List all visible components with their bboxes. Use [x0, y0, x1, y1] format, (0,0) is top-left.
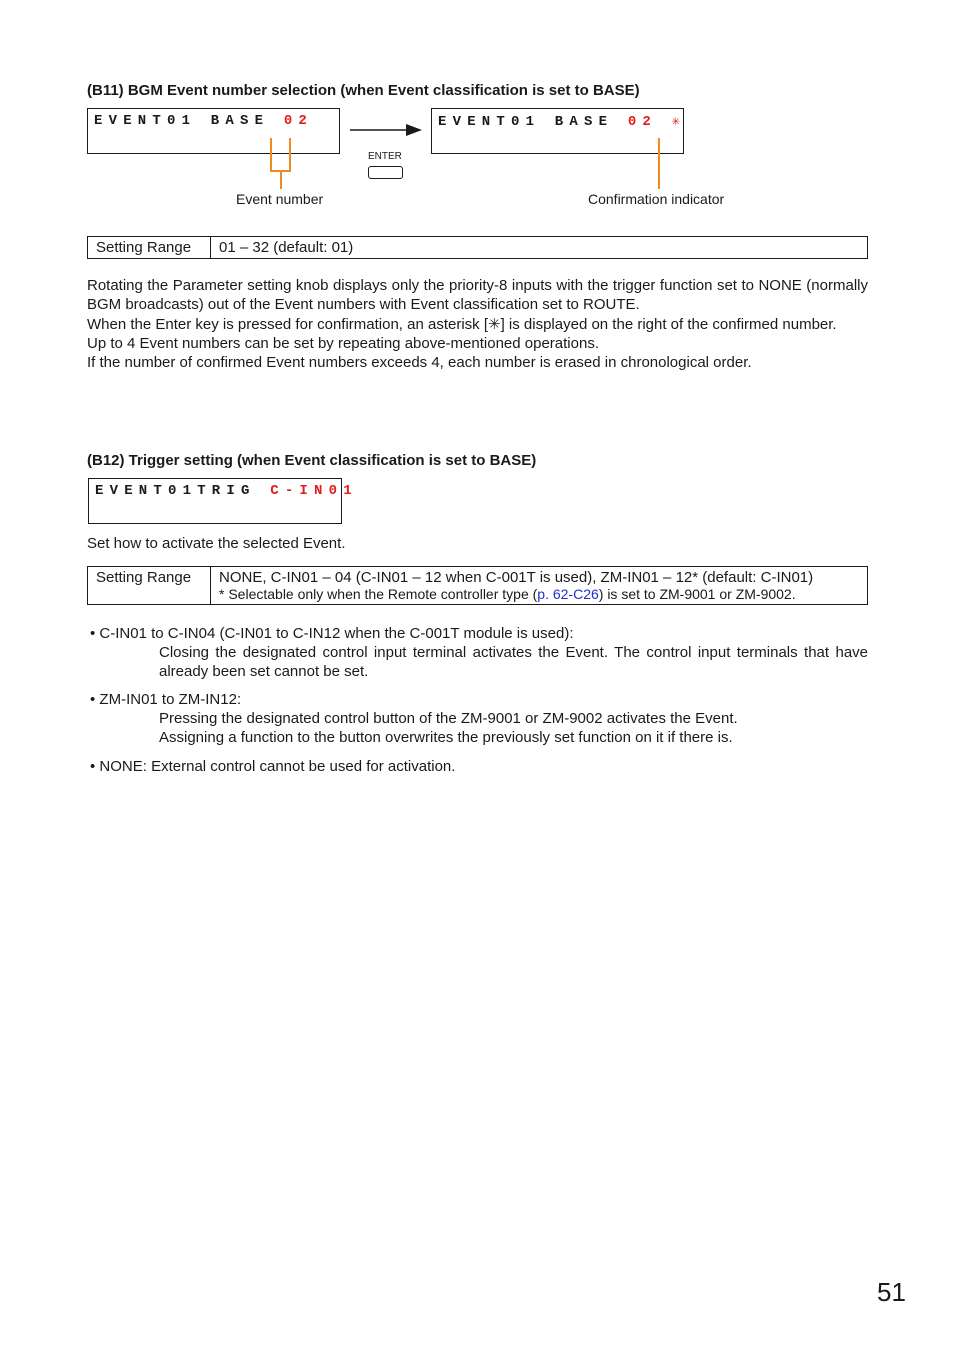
bullet-text: Closing the designated control input terminal activates the Event. The control input terminals that have already been set cannot be set.: [159, 644, 868, 681]
range-note: [219, 586, 859, 602]
b12-heading: (B12) Trigger setting (when Event classification is set to BASE): [87, 452, 537, 469]
paragraph: Rotating the Parameter setting knob displays only the priority-8 inputs with the trigger function set to NONE (normally BGM broadcasts) out of the Event numbers with Event classification set to ROUTE.: [87, 277, 868, 314]
bullet-title: • C-IN01 to C-IN04 (C-IN01 to C-IN12 when the C-001T module is used):: [90, 625, 574, 642]
lcd-trigger-value: C-IN01: [270, 483, 358, 499]
paragraph: When the Enter key is pressed for confirmation, an asterisk [✳] is displayed on the right of the confirmed number.: [87, 315, 837, 333]
note-text: * Selectable only when the Remote controller type (: [219, 586, 538, 602]
lcd-event-number: 02: [283, 113, 314, 129]
b11-setting-range-table: [87, 236, 868, 259]
lcd-text: EVENT01 BASE: [94, 113, 284, 129]
note-text: ) is set to ZM-9001 or ZM-9002.: [598, 586, 796, 602]
range-value: NONE, C-IN01 – 04 (C-IN01 – 12 when C-001T is used), ZM-IN01 – 12* (default: C-IN01): [219, 569, 814, 586]
lcd-display-trigger: [88, 478, 358, 524]
bullet-title: • NONE: External control cannot be used for activation.: [90, 758, 456, 775]
paragraph: If the number of confirmed Event numbers exceeds 4, each number is erased in chronological order.: [87, 354, 752, 372]
page-number: 51: [877, 1277, 906, 1307]
bullet-text: Assigning a function to the button overwrites the previously set function on it if there is.: [159, 729, 733, 746]
lcd-event-number-confirmed: 02 ✳: [627, 114, 687, 130]
callout-lines: [260, 135, 680, 195]
bullet-text: Pressing the designated control button of the ZM-9001 or ZM-9002 activates the Event.: [159, 710, 738, 727]
lcd-text: EVENT01TRIG: [95, 483, 271, 499]
event-number-label: Event number: [236, 191, 324, 207]
lcd-text: EVENT01 BASE: [438, 114, 628, 130]
paragraph: Up to 4 Event numbers can be set by repeating above-mentioned operations.: [87, 334, 599, 352]
bullet-title: • ZM-IN01 to ZM-IN12:: [90, 691, 242, 708]
b11-description: [87, 276, 868, 372]
b11-heading: (B11) BGM Event number selection (when Event classification is set to BASE): [87, 82, 640, 99]
range-value: 01 – 32 (default: 01): [211, 237, 868, 259]
range-cell: [211, 567, 868, 605]
b12-setting-range-table: [87, 566, 868, 605]
enter-key-label: ENTER: [368, 151, 402, 162]
confirmation-indicator-label: Confirmation indicator: [588, 191, 725, 207]
range-label: Setting Range: [88, 237, 211, 259]
range-label: Setting Range: [88, 567, 211, 605]
page-reference-link[interactable]: p. 62-C26: [537, 586, 599, 602]
b12-intro: Set how to activate the selected Event.: [87, 535, 346, 552]
